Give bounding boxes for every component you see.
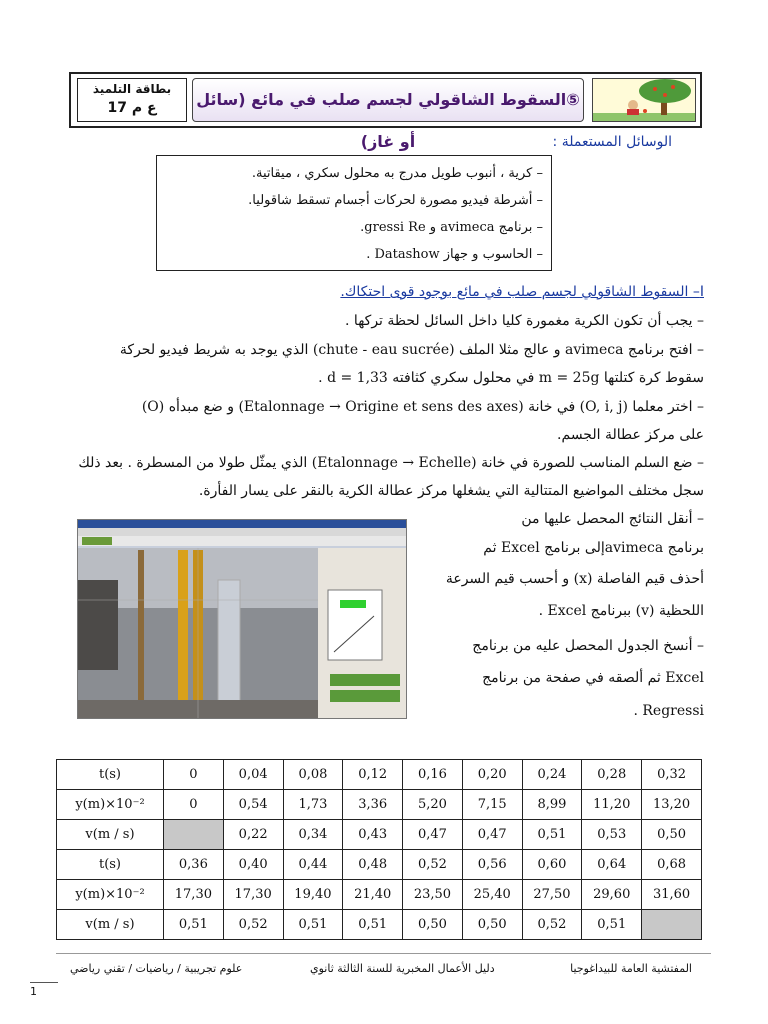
table-row bbox=[57, 910, 702, 940]
table-cell: 0,04 bbox=[223, 760, 283, 790]
paragraph-line: Regressi . bbox=[633, 703, 704, 719]
table-cell: 0,16 bbox=[403, 760, 463, 790]
table-cell: 0,44 bbox=[283, 850, 343, 880]
table-cell: 25,40 bbox=[462, 880, 522, 910]
tool-item: – كرية ، أنبوب طويل مدرج به محلول سكري ، ميقاتية. bbox=[251, 166, 543, 181]
tool-item: – الحاسوب و جهاز Datashow . bbox=[366, 247, 543, 262]
paragraph-line: سجل مختلف المواضيع المتتالية التي يشغلها مركز عطالة الكرية بالنقر على يسار الفأرة. bbox=[198, 483, 704, 499]
table-cell: 0,12 bbox=[343, 760, 403, 790]
paragraph-line: اللحظية (v) ببرنامج Excel . bbox=[538, 603, 704, 619]
table-cell: 0,43 bbox=[343, 820, 403, 850]
paragraph-line: – افتح برنامج avimeca و عالج مثلا الملف (chute - eau sucrée) الذي يوجد به شريط فيديو لحركة bbox=[119, 342, 704, 358]
table-cell: 0,64 bbox=[582, 850, 642, 880]
tools-list bbox=[156, 155, 552, 271]
row-label: t(s) bbox=[57, 760, 164, 790]
row-label: v(m / s) bbox=[57, 820, 164, 850]
table-cell: 0,36 bbox=[164, 850, 224, 880]
table-cell: 19,40 bbox=[283, 880, 343, 910]
paragraph-line: برنامج avimecaإلى برنامج Excel ثم bbox=[483, 540, 704, 556]
table-cell: 31,60 bbox=[642, 880, 702, 910]
table-cell: 0,50 bbox=[403, 910, 463, 940]
table-cell: 0,54 bbox=[223, 790, 283, 820]
footer-right: المفتشية العامة للبيداغوجيا bbox=[570, 962, 692, 975]
table-cell: 0,24 bbox=[522, 760, 582, 790]
table-row bbox=[57, 820, 702, 850]
row-label: y(m)×10⁻² bbox=[57, 880, 164, 910]
tool-item: – برنامج avimeca و gressi Re. bbox=[360, 220, 543, 235]
table-cell: 0,50 bbox=[462, 910, 522, 940]
table-cell: 0,52 bbox=[223, 910, 283, 940]
table-cell: 0,51 bbox=[343, 910, 403, 940]
table-cell: 0,47 bbox=[403, 820, 463, 850]
table-cell: 8,99 bbox=[522, 790, 582, 820]
table-cell: 1,73 bbox=[283, 790, 343, 820]
paragraph-line: Excel ثم ألصقه في صفحة من برنامج bbox=[482, 670, 704, 686]
paragraph-line: سقوط كرة كتلتها m = 25g في محلول سكري كثافته d = 1,33 . bbox=[318, 370, 704, 386]
table-cell: 0,51 bbox=[283, 910, 343, 940]
paragraph-line: – اختر معلما (O, i, j) في خانة (Etalonnage → Origine et sens des axes) و ضع مبدأه (O) bbox=[141, 399, 704, 415]
table-cell: 7,15 bbox=[462, 790, 522, 820]
table-cell: 0,50 bbox=[642, 820, 702, 850]
paragraph-line: – يجب أن تكون الكرية مغمورة كليا داخل السائل لحظة تركها . bbox=[345, 313, 704, 329]
tool-item: – أشرطة فيديو مصورة لحركات أجسام تسقط شاقوليا. bbox=[248, 193, 543, 208]
paragraph-line: على مركز عطالة الجسم. bbox=[557, 427, 704, 443]
paragraph-line: أحذف قيم الفاصلة (x) و أحسب قيم السرعة bbox=[445, 571, 704, 587]
card-label: بطاقة التلميذ bbox=[92, 82, 172, 96]
table-cell: 0,32 bbox=[642, 760, 702, 790]
paragraph-line: – ضع السلم المناسب للصورة في خانة (Etalonnage → Echelle) الذي يمثّل طولا من المسطرة . بعد ذلك bbox=[78, 455, 704, 471]
page-title: ⑤السقوط الشاقولي لجسم صلب في مائع (سائل أو غاز) bbox=[192, 78, 584, 122]
avimeca-screenshot-image bbox=[77, 519, 407, 719]
table-cell: 0,51 bbox=[582, 910, 642, 940]
table-cell: 0,20 bbox=[462, 760, 522, 790]
table-cell: 11,20 bbox=[582, 790, 642, 820]
table-cell: 29,60 bbox=[582, 880, 642, 910]
row-label: t(s) bbox=[57, 850, 164, 880]
table-row bbox=[57, 880, 702, 910]
table-cell: 0,47 bbox=[462, 820, 522, 850]
table-cell: 13,20 bbox=[642, 790, 702, 820]
table-cell bbox=[642, 910, 702, 940]
table-cell: 0,52 bbox=[522, 910, 582, 940]
table-cell: 0,08 bbox=[283, 760, 343, 790]
card-code: ع م 17 bbox=[107, 100, 157, 116]
paragraph-line: – أنسخ الجدول المحصل عليه من برنامج bbox=[472, 638, 704, 654]
table-cell: 0,53 bbox=[582, 820, 642, 850]
table-row bbox=[57, 850, 702, 880]
section-title: I– السقوط الشاقولي لجسم صلب في مائع بوجود قوى احتكاك. bbox=[340, 284, 704, 300]
table-cell: 0 bbox=[164, 760, 224, 790]
table-row bbox=[57, 790, 702, 820]
table-cell: 0,60 bbox=[522, 850, 582, 880]
results-table bbox=[56, 759, 702, 940]
table-cell: 3,36 bbox=[343, 790, 403, 820]
row-label: v(m / s) bbox=[57, 910, 164, 940]
tree-logo-icon bbox=[592, 78, 696, 122]
page-number-divider bbox=[30, 982, 58, 983]
footer-divider bbox=[56, 953, 711, 954]
table-cell: 0,68 bbox=[642, 850, 702, 880]
table-cell: 0,48 bbox=[343, 850, 403, 880]
tools-heading: الوسائل المستعملة : bbox=[552, 134, 672, 150]
table-cell: 0,52 bbox=[403, 850, 463, 880]
results-table-body bbox=[57, 760, 702, 940]
table-cell: 0 bbox=[164, 790, 224, 820]
student-card-box bbox=[77, 78, 187, 122]
table-cell: 21,40 bbox=[343, 880, 403, 910]
table-cell: 17,30 bbox=[164, 880, 224, 910]
table-cell: 0,22 bbox=[223, 820, 283, 850]
footer-left: علوم تجريبية / رياضيات / تقني رياضي bbox=[70, 962, 243, 975]
table-row bbox=[57, 760, 702, 790]
table-cell: 5,20 bbox=[403, 790, 463, 820]
table-cell: 0,51 bbox=[522, 820, 582, 850]
table-cell: 0,28 bbox=[582, 760, 642, 790]
table-cell: 0,40 bbox=[223, 850, 283, 880]
footer-center: دليل الأعمال المخبرية للسنة الثالثة ثانوي bbox=[310, 962, 495, 975]
table-cell: 0,51 bbox=[164, 910, 224, 940]
row-label: y(m)×10⁻² bbox=[57, 790, 164, 820]
table-cell: 17,30 bbox=[223, 880, 283, 910]
table-cell bbox=[164, 820, 224, 850]
table-cell: 23,50 bbox=[403, 880, 463, 910]
table-cell: 27,50 bbox=[522, 880, 582, 910]
table-cell: 0,56 bbox=[462, 850, 522, 880]
table-cell: 0,34 bbox=[283, 820, 343, 850]
paragraph-line: – أنقل النتائج المحصل عليها من bbox=[521, 511, 704, 527]
page-number: 1 bbox=[30, 985, 37, 998]
